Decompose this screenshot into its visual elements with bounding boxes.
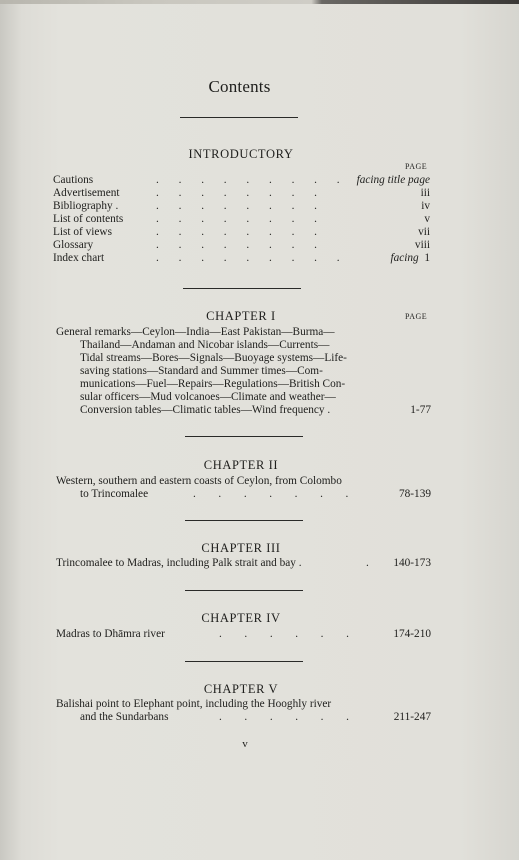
entry-label: Bibliography . [53,200,119,212]
chapter-1-heading: CHAPTER I [206,309,276,323]
dot-leader: . . . . . . . . [156,187,317,199]
entry-page: vii [418,226,430,238]
dot-leader: . . . . . . . . [156,226,317,238]
title-divider [180,117,298,118]
chapter-1-line-1: General remarks—Ceylon—India—East Pakistan—Burma— [56,326,335,338]
entry-page-number: 1 [424,252,430,264]
chapter-5-pages: 211-247 [393,711,431,723]
entry-label: List of contents [53,213,124,225]
entry-label: Advertisement [53,187,120,199]
page-folio: v [242,738,248,750]
entry-label: Index chart [53,252,105,264]
dot-leader: . . . . . . . . [156,213,317,225]
page-column-label: PAGE [405,312,428,321]
chapter-3-pages: 140-173 [393,557,431,569]
entry-label: List of views [53,226,112,238]
entry-label: Glossary [53,239,94,251]
introductory-heading: INTRODUCTORY [188,147,294,161]
section-divider [183,288,301,289]
chapter-5-line-1: Balishai point to Elephant point, including the Hooghly river [56,698,332,710]
chapter-3-line-1[interactable]: Trincomalee to Madras, including Palk strait and bay . [56,557,302,569]
chapter-4-line-1[interactable]: Madras to Dhāmra river [56,628,165,640]
entry-label: Cautions [53,174,94,186]
entry-page: viii [414,239,430,251]
chapter-1-line-4: saving stations—Standard and Summer times—Com- [80,365,323,377]
chapter-4-pages: 174-210 [393,628,431,640]
toc-entry-list-of-contents[interactable] [53,213,430,226]
chapter-4-heading: CHAPTER IV [201,611,281,625]
dot-leader: . . . . . . . . [156,200,317,212]
chapter-2-pages: 78-139 [398,488,431,500]
page-title: Contents [208,77,271,96]
page-column-label: PAGE [405,162,428,171]
chapter-1-line-6: sular officers—Mud volcanoes—Climate and weather— [80,391,336,403]
chapter-5-line-2: and the Sundarbans [80,711,169,723]
toc-entry-index-chart[interactable] [53,252,430,265]
entry-page: facing title page [356,174,430,186]
entry-page: iv [421,200,430,212]
chapter-1-line-5: munications—Fuel—Repairs—Regulations—British Con- [80,378,346,390]
dot-leader: . . . . . . [219,628,349,640]
section-divider [185,661,303,662]
toc-entry-glossary[interactable] [53,239,430,252]
chapter-2-heading: CHAPTER II [203,458,279,472]
dot-leader: . . . . . . . . . [156,252,340,264]
chapter-1-line-2: Thailand—Andaman and Nicobar islands—Currents— [80,339,330,351]
toc-entry-cautions[interactable] [53,174,430,187]
chapter-1-line-7: Conversion tables—Climatic tables—Wind frequency . [80,404,331,416]
entry-page-prefix: facing [390,252,419,264]
toc-entry-advertisement[interactable] [53,187,430,200]
chapter-2-line-1: Western, southern and eastern coasts of Ceylon, from Colombo [56,475,342,487]
chapter-3-heading: CHAPTER III [201,541,281,555]
section-divider [185,436,303,437]
dot-leader: . . . . . . [219,711,349,723]
chapter-1-entry[interactable] [56,326,347,417]
toc-entry-bibliography[interactable] [53,200,430,213]
chapter-1-line-3: Tidal streams—Bores—Signals—Buoyage systems—Life- [80,352,347,364]
section-divider [185,520,303,521]
entry-page [390,252,430,265]
dot-leader: . . . . . . . . [156,239,317,251]
dot-leader: . [366,557,369,569]
entry-page: v [424,213,430,225]
chapter-5-heading: CHAPTER V [203,682,279,696]
chapter-1-pages: 1-77 [410,404,431,416]
dot-leader: . . . . . . . [193,488,349,500]
section-divider [185,590,303,591]
page-top-edge [0,0,519,4]
dot-leader: . . . . . . . . . [156,174,340,186]
toc-entry-list-of-views[interactable] [53,226,430,239]
chapter-2-line-2: to Trincomalee [80,488,149,500]
entry-page: iii [420,187,430,199]
